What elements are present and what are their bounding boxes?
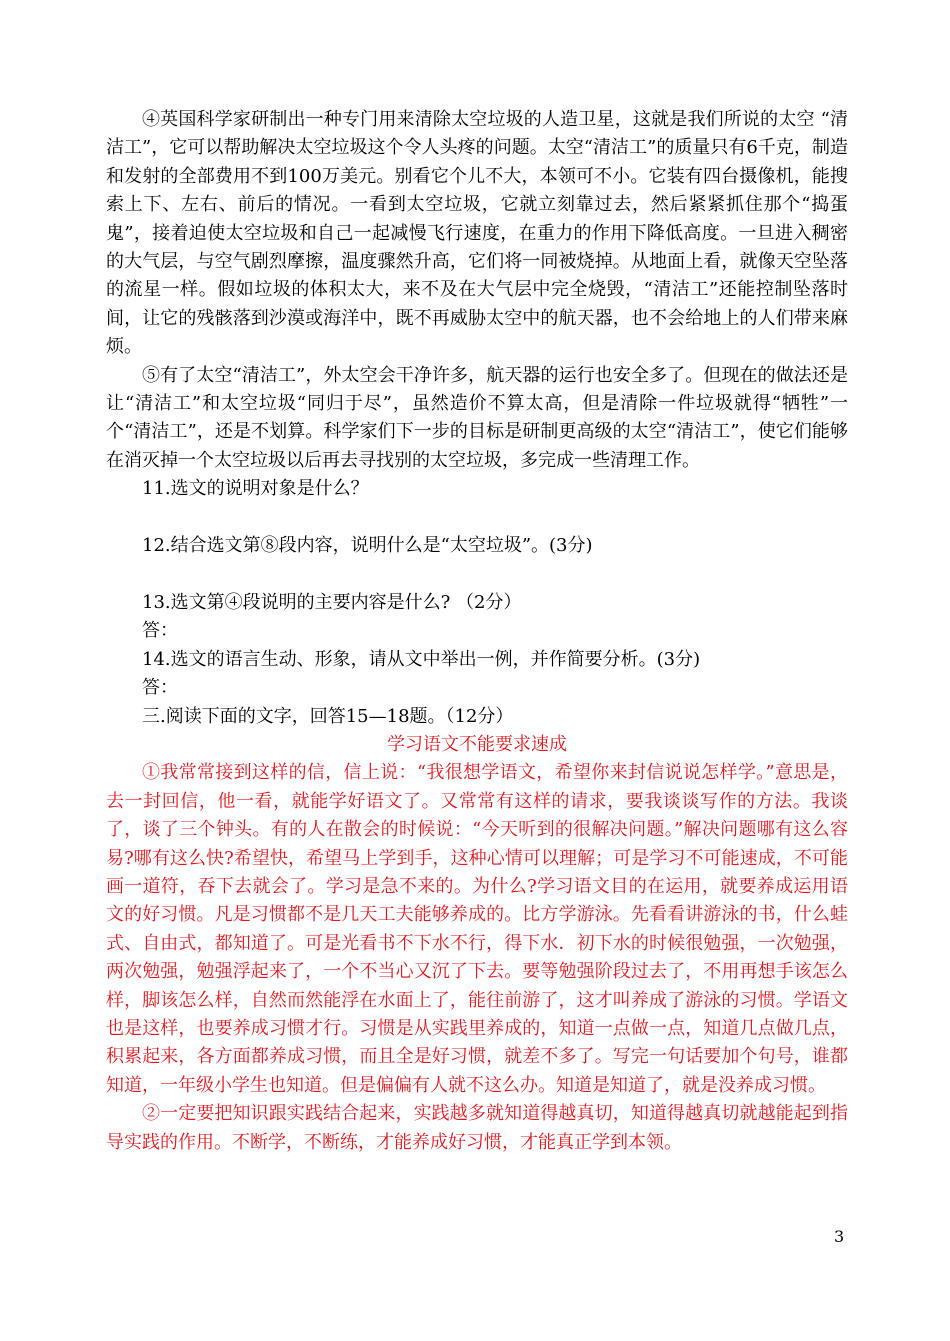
question-12: 12.结合选文第⑧段内容，说明什么是“太空垃圾”。(3分) xyxy=(142,535,593,557)
answer-space xyxy=(106,560,848,588)
answer-space xyxy=(106,504,848,532)
page-content xyxy=(106,106,848,1157)
passage-title: 学习语文不能要求速成 xyxy=(387,733,567,755)
question-13: 13.选文第④段说明的主要内容是什么? （2分） xyxy=(142,591,522,613)
paragraph-5: ⑤有了太空“清洁工”，外太空会干净许多，航天器的运行也安全多了。但现在的做法还是让“清洁工”和太空垃圾“同归于尽”，虽然造价不算太高，但是清除一件垃圾就得“牺牲”一个“清洁工”，还是不划算。科学家们下一步的目标是研制更高级的太空“清洁工”，使它们能够在消灭掉一个太空垃圾以后再去寻找别的太空垃圾，多完成一些清理工作。 xyxy=(106,364,848,471)
answer-label-13: 答： xyxy=(142,620,178,642)
section-3-heading: 三.阅读下面的文字，回答15—18题。（12分） xyxy=(142,705,514,727)
question-11: 11.选文的说明对象是什么？ xyxy=(142,478,369,500)
passage2-paragraph-2: ②一定要把知识跟实践结合起来，实践越多就知道得越真切，知道得越真切就越能起到指导实践的作用。不断学，不断练，才能养成好习惯，才能真正学到本领。 xyxy=(106,1103,848,1153)
paragraph-4: ④英国科学家研制出一种专门用来清除太空垃圾的人造卫星，这就是我们所说的太空 “清洁工”，它可以帮助解决太空垃圾这个令人头疼的问题。太空“清洁工”的质量只有6千克，制造和发射的全部费用不到100万美元。别看它个儿不大，本领可不小。它装有四台摄像机，能搜索上下、左右、前后的情况。一看到太空垃圾，它就立刻靠过去，然后紧紧抓住那个“捣蛋鬼”，接着迫使太空垃圾和自己一起减慢飞行速度，在重力的作用下降低高度。一旦进入稠密的大气层，与空气剧烈摩擦，温度骤然升高，它们将一同被烧掉。从地面上看，就像天空坠落的流星一样。假如垃圾的体积太大，来不及在大气层中完全烧毁，“清洁工”还能控制坠落时间，让它的残骸落到沙漠或海洋中，既不再威胁太空中的航天器，也不会给地上的人们带来麻烦。 xyxy=(106,109,848,358)
page-number: 3 xyxy=(834,1227,845,1246)
answer-label-14: 答： xyxy=(142,677,178,699)
question-14: 14.选文的语言生动、形象，请从文中举出一例，并作简要分析。(3分) xyxy=(142,648,701,670)
passage2-paragraph-1: ①我常常接到这样的信，信上说：“我很想学语文，希望你来封信说说怎样学。”意思是，去一封回信，他一看，就能学好语文了。又常常有这样的请求，要我谈谈写作的方法。我谈了，谈了三个钟头。有的人在散会的时候说：“今天听到的很解决问题。”解决问题哪有这么容易?哪有这么快?希望快，希望马上学到手，这种心情可以理解；可是学习不可能速成，不可能画一道符，吞下去就会了。学习是急不来的。为什么?学习语文目的在运用，就要养成运用语文的好习惯。凡是习惯都不是几天工夫能够养成的。比方学游泳。先看看讲游泳的书，什么蛙式、自由式，都知道了。可是光看书不下水不行，得下水．初下水的时候很勉强，一次勉强，两次勉强，勉强浮起来了，一个不当心又沉了下去。要等勉强阶段过去了，不用再想手该怎么样，脚该怎么样，自然而然能浮在水面上了，能往前游了，这才叫养成了游泳的习惯。学语文也是这样，也要养成习惯才行。习惯是从实践里养成的，知道一点做一点，知道几点做几点，积累起来，各方面都养成习惯，而且全是好习惯，就差不多了。写完一句话要加个句号，谁都知道，一年级小学生也知道。但是偏偏有人就不这么办。知道是知道了，就是没养成习惯。 xyxy=(106,762,848,1096)
